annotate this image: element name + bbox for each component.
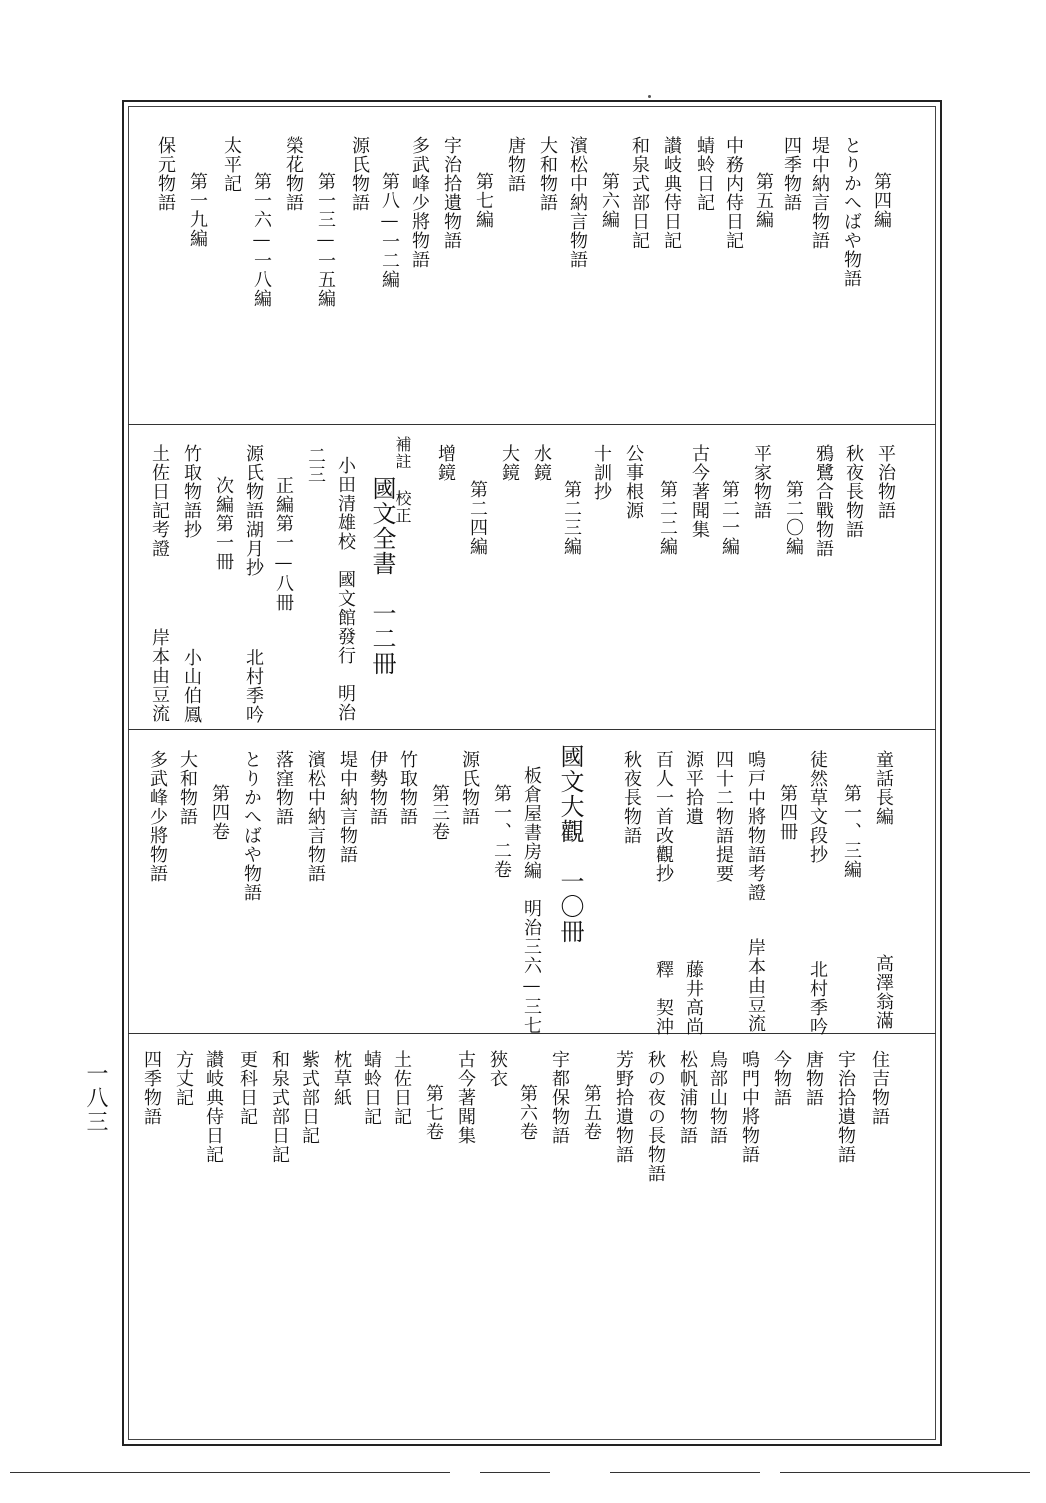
- section4-text-column: 第五卷: [581, 1084, 602, 1141]
- scan-edge-line: [480, 1472, 550, 1473]
- section1-text-column: 第八—一二編: [379, 172, 400, 289]
- section2-text-column: 源氏物語湖月抄: [243, 444, 264, 577]
- section3-text-column: 徒然草文段抄: [807, 750, 828, 864]
- section1-text-column: 中務内侍日記: [723, 136, 744, 250]
- section3-text-column: 濱松中納言物語: [305, 750, 326, 883]
- section2-text-column: 二三: [305, 446, 326, 484]
- section2-text-column: 平家物語: [751, 444, 772, 520]
- section4-text-column: 秋の夜の長物語: [645, 1050, 666, 1183]
- section3-text-column: 第一、二卷: [491, 784, 512, 879]
- section1-text-column: 大和物語: [537, 136, 558, 212]
- section4-text-column: 芳野拾遺物語: [613, 1050, 634, 1164]
- section3-text-column: 高澤翁滿: [873, 954, 894, 1030]
- section2-text-column: 平治物語: [875, 444, 896, 520]
- scan-edge-line: [780, 1472, 1030, 1473]
- section4-text-column: 四季物語: [141, 1050, 162, 1126]
- section3-text-column: 國文大觀 一〇冊: [556, 744, 584, 944]
- section3-text-column: 岸本由豆流: [745, 938, 766, 1033]
- section3-text-column: 多武峰少將物語: [147, 750, 168, 883]
- section3-text-column: 第四卷: [209, 784, 230, 841]
- section4-text-column: 鳴門中將物語: [739, 1050, 760, 1164]
- scan-edge-line: [10, 1472, 450, 1473]
- section2-text-column: 竹取物語抄: [181, 444, 202, 539]
- section2-text-column: 大鏡: [499, 444, 520, 482]
- section4-text-column: 枕草紙: [331, 1050, 352, 1107]
- section1-text-column: 四季物語: [781, 136, 802, 212]
- section4-text-column: 狹衣: [487, 1050, 508, 1088]
- section3-text-column: 板倉屋書房編 明治三六—三七: [521, 766, 542, 1035]
- section4-text-column: 宇治拾遺物語: [835, 1050, 856, 1164]
- section1-text-column: 宇治拾遺物語: [441, 136, 462, 250]
- scan-speck: [648, 95, 651, 98]
- section2-text-column: 公事根源: [623, 444, 644, 520]
- section2-text-column: 第二二編: [657, 480, 678, 556]
- section1-text-column: 保元物語: [155, 136, 176, 212]
- section1-text-column: 堤中納言物語: [809, 136, 830, 250]
- section2-text-column: 小山伯鳳: [181, 648, 202, 724]
- section3-text-column: 釋 契沖: [653, 960, 674, 1036]
- section4-text-column: 和泉式部日記: [269, 1050, 290, 1164]
- section4-text-column: 宇都保物語: [549, 1050, 570, 1145]
- section4-text-column: 讃岐典侍日記: [203, 1050, 224, 1164]
- section4-text-column: 方丈記: [173, 1050, 194, 1107]
- section1-text-column: 源氏物語: [349, 136, 370, 212]
- section2-text-column: 十訓抄: [591, 444, 612, 501]
- section2-text-column: 國文全書 一二冊: [368, 476, 396, 676]
- section1-text-column: 第四編: [871, 172, 892, 229]
- section4-text-column: 第六卷: [517, 1084, 538, 1141]
- section2-text-column: 岸本由豆流: [149, 628, 170, 723]
- section1-text-column: 唐物語: [505, 136, 526, 193]
- section2-text-column: 第二四編: [467, 480, 488, 556]
- section1-text-column: 第六編: [599, 172, 620, 229]
- section1-text-column: 蜻蛉日記: [694, 136, 715, 212]
- page-number: 一八三: [83, 1062, 108, 1134]
- section1-text-column: 濱松中納言物語: [567, 136, 588, 269]
- section1-text-column: 第一九編: [187, 172, 208, 248]
- section3-text-column: 堤中納言物語: [337, 750, 358, 864]
- section3-text-column: 源氏物語: [459, 750, 480, 826]
- section2-text-column: 北村季吟: [243, 648, 264, 724]
- section-divider-2: [128, 729, 936, 730]
- section1-text-column: 讃岐典侍日記: [661, 136, 682, 250]
- section-divider-1: [128, 424, 936, 425]
- section3-text-column: 竹取物語: [397, 750, 418, 826]
- section2-text-column: 第二三編: [561, 480, 582, 556]
- scan-edge-line: [610, 1472, 760, 1473]
- section2-text-column: 鴉鷺合戰物語: [813, 444, 834, 558]
- section3-text-column: 第一、三編: [841, 784, 862, 879]
- section4-text-column: 土佐日記: [391, 1050, 412, 1126]
- section1-text-column: 榮花物語: [283, 136, 304, 212]
- section2-text-column: 第二〇編: [783, 480, 804, 556]
- section4-text-column: 蜻蛉日記: [361, 1050, 382, 1126]
- section4-text-column: 唐物語: [803, 1050, 824, 1107]
- section3-text-column: とりかへばや物語: [241, 750, 262, 902]
- section2-text-column: 古今著聞集: [689, 444, 710, 539]
- section2-text-column: 水鏡: [531, 444, 552, 482]
- section1-text-column: 多武峰少將物語: [409, 136, 430, 269]
- section4-text-column: 更科日記: [237, 1050, 258, 1126]
- section3-text-column: 鳴戸中將物語考證: [745, 750, 766, 902]
- section4-text-column: 第七卷: [423, 1084, 444, 1141]
- section2-text-column: 正編第一—八冊: [273, 476, 294, 612]
- section3-text-column: 伊勢物語: [367, 750, 388, 826]
- section4-text-column: 紫式部日記: [299, 1050, 320, 1145]
- section2-text-column: 補註 校正: [393, 436, 412, 524]
- section1-text-column: 太平記: [221, 136, 242, 193]
- section2-text-column: 第二一編: [719, 480, 740, 556]
- section3-text-column: 百人一首改觀抄: [653, 750, 674, 883]
- section1-text-column: 第七編: [473, 172, 494, 229]
- section4-text-column: 今物語: [771, 1050, 792, 1107]
- section2-text-column: 次編第一冊: [213, 476, 234, 571]
- section3-text-column: 第三卷: [429, 784, 450, 841]
- section3-text-column: 落窪物語: [273, 750, 294, 826]
- section1-text-column: 和泉式部日記: [629, 136, 650, 250]
- section3-text-column: 四十二物語提要: [713, 750, 734, 883]
- section2-text-column: 土佐日記考證: [149, 444, 170, 558]
- section2-text-column: 小田清雄校 國文館發行 明治: [335, 456, 356, 722]
- section4-text-column: 古今著聞集: [455, 1050, 476, 1145]
- section3-text-column: 秋夜長物語: [621, 750, 642, 845]
- section1-text-column: 第五編: [753, 172, 774, 229]
- section4-text-column: 松帆浦物語: [677, 1050, 698, 1145]
- section1-text-column: 第一三—一五編: [315, 172, 336, 308]
- section3-text-column: 童話長編: [873, 750, 894, 826]
- section3-text-column: 第四冊: [777, 784, 798, 841]
- section1-text-column: 第一六—一八編: [251, 172, 272, 308]
- section1-text-column: とりかへばや物語: [841, 136, 862, 288]
- section2-text-column: 秋夜長物語: [843, 444, 864, 539]
- section3-text-column: 藤井高尚: [683, 960, 704, 1036]
- section4-text-column: 鳥部山物語: [707, 1050, 728, 1145]
- section3-text-column: 北村季吟: [807, 960, 828, 1036]
- section3-text-column: 大和物語: [177, 750, 198, 826]
- section2-text-column: 增鏡: [435, 444, 456, 482]
- section3-text-column: 源平拾遺: [683, 750, 704, 826]
- section4-text-column: 住吉物語: [869, 1050, 890, 1126]
